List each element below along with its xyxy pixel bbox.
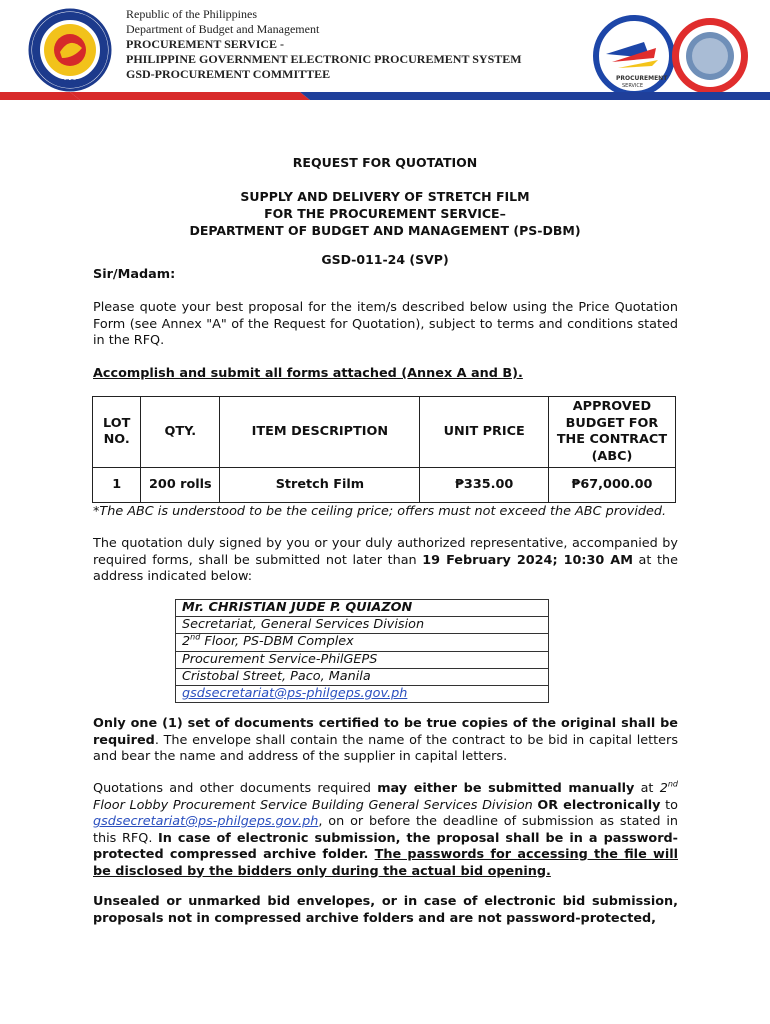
address-line-3: Procurement Service-PhilGEPS bbox=[176, 652, 548, 669]
intro-paragraph: Please quote your best proposal for the item/s described below using the Price Quotation Form (see Annex "A" of the Request for Quotation), subject to terms and conditions stated in the RFQ. bbox=[93, 300, 678, 348]
cell-lot: 1 bbox=[93, 468, 141, 503]
q-floor-number: 2 bbox=[659, 781, 668, 796]
subtitle-line-3: DEPARTMENT OF BUDGET AND MANAGEMENT (PS-DBM) bbox=[189, 223, 581, 238]
cell-abc: ₱67,000.00 bbox=[548, 468, 675, 503]
q-bold-electronic: OR electronically bbox=[537, 797, 661, 813]
header-description: ITEM DESCRIPTION bbox=[220, 397, 420, 468]
floor-text: Floor, PS-DBM Complex bbox=[200, 634, 354, 650]
letterhead bbox=[126, 7, 522, 82]
republic-line: Republic of the Philippines bbox=[126, 7, 257, 21]
cell-unit-price: ₱335.00 bbox=[420, 468, 548, 503]
quotations-paragraph bbox=[93, 781, 678, 880]
procurement-service-line: PROCUREMENT SERVICE - bbox=[126, 37, 285, 51]
header-unit-price: UNIT PRICE bbox=[420, 397, 548, 468]
floor-number: 2 bbox=[182, 634, 191, 650]
q-floor-suffix: nd bbox=[667, 779, 678, 789]
committee-line: GSD-PROCUREMENT COMMITTEE bbox=[126, 67, 331, 81]
q-bold-electronic-note: In case of electronic submission, the proposal shall be in a password-protected compressed archive folder. bbox=[93, 830, 678, 862]
q-email-link[interactable]: gsdsecretariat@ps-philgeps.gov.ph bbox=[93, 814, 319, 829]
q-password-note: The passwords for accessing the file will be disclosed by the bidders only during the actual bid opening. bbox=[93, 847, 679, 879]
q-text-4: to bbox=[660, 797, 678, 813]
header-qty: QTY. bbox=[141, 397, 220, 468]
address-email-link[interactable]: gsdsecretariat@ps-philgeps.gov.ph bbox=[182, 685, 408, 701]
subtitle-line-2: FOR THE PROCUREMENT SERVICE– bbox=[264, 206, 506, 221]
address-box bbox=[175, 599, 549, 703]
abc-note: *The ABC is understood to be the ceiling price; offers must not exceed the ABC provided. bbox=[93, 504, 667, 519]
unsealed-paragraph: Unsealed or unmarked bid envelopes, or in case of electronic bid submission, proposals not in compressed archive folders and are not password-protected, bbox=[93, 894, 678, 926]
cell-qty: 200 rolls bbox=[141, 468, 220, 503]
reference-number: GSD-011-24 (SVP) bbox=[321, 252, 449, 267]
header-stripe bbox=[0, 90, 770, 100]
accomplish-note: Accomplish and submit all forms attached (Annex A and B). bbox=[93, 366, 523, 381]
seal-year: 1936 bbox=[61, 78, 79, 86]
only-one-paragraph bbox=[93, 716, 678, 766]
subtitle-line-1: SUPPLY AND DELIVERY OF STRETCH FILM bbox=[240, 189, 530, 204]
q-bold-manual: may either be submitted manually bbox=[377, 781, 635, 796]
address-line-2 bbox=[176, 634, 548, 651]
address-name: Mr. CHRISTIAN JUDE P. QUIAZON bbox=[176, 600, 548, 617]
table-header-row bbox=[93, 397, 676, 468]
philgeps-line: PHILIPPINE GOVERNMENT ELECTRONIC PROCUREMENT SYSTEM bbox=[126, 52, 522, 66]
q-text-1: Quotations and other documents required bbox=[93, 781, 378, 796]
header-abc: APPROVED BUDGET FOR THE CONTRACT (ABC) bbox=[548, 397, 675, 468]
rfq-subtitle bbox=[0, 188, 770, 239]
cell-description: Stretch Film bbox=[220, 468, 420, 503]
ps-philgeps-logos bbox=[592, 14, 752, 96]
q-floor-location: Floor Lobby Procurement Service Building General Services Division bbox=[93, 797, 533, 813]
submission-paragraph bbox=[93, 536, 678, 586]
submission-text-1: The quotation duly signed by you or your duly authorized representative, accompanied by required forms, shall be submitted not later than bbox=[93, 536, 678, 568]
items-table bbox=[92, 396, 676, 503]
floor-suffix: nd bbox=[190, 633, 201, 643]
submission-text-2: at the address indicated below: bbox=[93, 552, 679, 584]
address-line-1: Secretariat, General Services Division bbox=[176, 617, 548, 634]
logo-text-procurement: PROCUREMENT bbox=[616, 75, 668, 82]
dbm-seal bbox=[22, 8, 118, 92]
rfq-title: REQUEST FOR QUOTATION bbox=[292, 155, 478, 170]
only-one-rest: . The envelope shall contain the name of the contract to be bid in capital letters and bear the name and address of the supplier in capital letters. bbox=[93, 732, 678, 764]
address-line-4: Cristobal Street, Paco, Manila bbox=[176, 669, 548, 686]
q-text-5: , on or before the deadline of submission as stated in this RFQ. bbox=[93, 814, 678, 846]
department-line: Department of Budget and Management bbox=[126, 22, 320, 36]
q-text-2: at bbox=[634, 781, 660, 796]
header-lot: LOT NO. bbox=[93, 397, 141, 468]
logo-text-service: SERVICE bbox=[622, 83, 644, 89]
submission-deadline: 19 February 2024; 10:30 AM bbox=[422, 552, 633, 568]
table-row bbox=[93, 468, 676, 503]
only-one-bold: Only one (1) set of documents certified to be true copies of the original shall be required bbox=[93, 716, 678, 748]
address-email-row bbox=[176, 686, 548, 702]
salutation: Sir/Madam: bbox=[93, 267, 176, 282]
